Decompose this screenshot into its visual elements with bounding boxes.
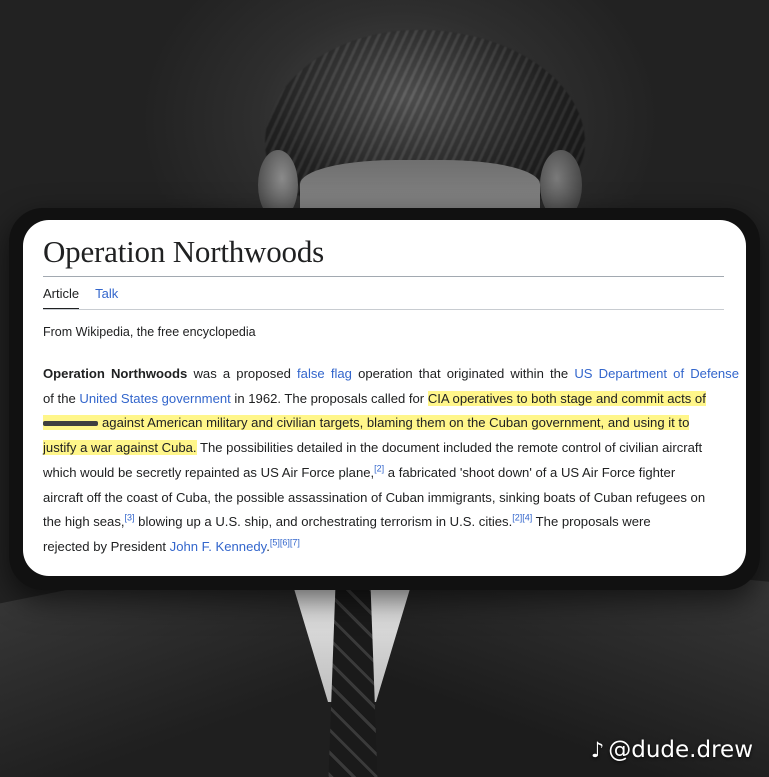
paragraph-line-6	[43, 486, 739, 511]
paragraph-line-4	[43, 436, 739, 461]
tab-article[interactable]: Article	[43, 286, 79, 310]
link-false-flag[interactable]: false flag	[297, 366, 352, 381]
text-run: of the	[43, 390, 80, 406]
paragraph-line-2	[43, 387, 739, 412]
paragraph-line-7	[43, 510, 739, 535]
creator-handle: @dude.drew	[608, 737, 753, 763]
title-divider	[43, 276, 724, 277]
article-tabs	[43, 286, 118, 310]
citation-2[interactable]: [2]	[374, 463, 385, 474]
bold-term: Operation Northwoods	[43, 366, 188, 381]
citation-2b[interactable]: [2]	[512, 512, 523, 523]
highlight-1: CIA operatives to both stage and commit acts of	[427, 390, 706, 406]
paragraph-line-1	[43, 362, 739, 387]
text-run: was a proposed	[187, 366, 298, 381]
tiktok-icon: ♪	[590, 738, 605, 762]
text-run: operation that originated within the	[351, 366, 575, 381]
highlight-2: against American military and civilian targets, blaming them on the Cuban government, and using it to	[102, 415, 690, 431]
wikipedia-article-card	[23, 220, 746, 576]
site-tagline: From Wikipedia, the free encyclopedia	[43, 325, 256, 339]
text-run: The possibilities detailed in the document included the remote control of civilian aircraft	[196, 440, 703, 456]
text-run: aircraft off the coast of Cuba, the possible assassination of Cuban immigrants, sinking boats of Cuban refugees on	[43, 489, 706, 505]
citation-3[interactable]: [3]	[124, 512, 135, 523]
paragraph-line-8	[43, 535, 739, 560]
citation-4[interactable]: [4]	[522, 512, 533, 523]
text-run: which would be secretly repainted as US Air Force plane,	[43, 464, 375, 480]
tab-talk[interactable]: Talk	[95, 286, 119, 301]
redacted-word	[43, 421, 98, 426]
text-run: a fabricated 'shoot down' of a US Air Force fighter	[384, 464, 676, 480]
link-united-states-government[interactable]: United States government	[79, 390, 231, 406]
article-paragraph	[43, 362, 739, 560]
text-run: rejected by President	[43, 538, 170, 554]
highlight-3: justify a war against Cuba.	[43, 440, 197, 456]
paragraph-line-3	[43, 411, 739, 436]
text-run: in 1962. The proposals called for	[230, 390, 428, 406]
page-title: Operation Northwoods	[43, 234, 324, 269]
tabs-divider	[43, 309, 724, 310]
text-run: blowing up a U.S. ship, and orchestrating terrorism in U.S. cities.	[134, 514, 513, 530]
highlight-2-wrap	[43, 415, 689, 430]
text-run: .	[266, 538, 270, 554]
text-run: the high seas,	[43, 514, 125, 530]
paragraph-line-5	[43, 461, 739, 486]
text-run: The proposals were	[532, 514, 651, 530]
creator-watermark	[591, 737, 753, 763]
citation-5-6-7[interactable]: [5][6][7]	[269, 537, 300, 548]
link-john-f-kennedy[interactable]: John F. Kennedy	[169, 538, 267, 554]
link-us-department-of-defense[interactable]: US Department of Defense	[574, 366, 739, 381]
